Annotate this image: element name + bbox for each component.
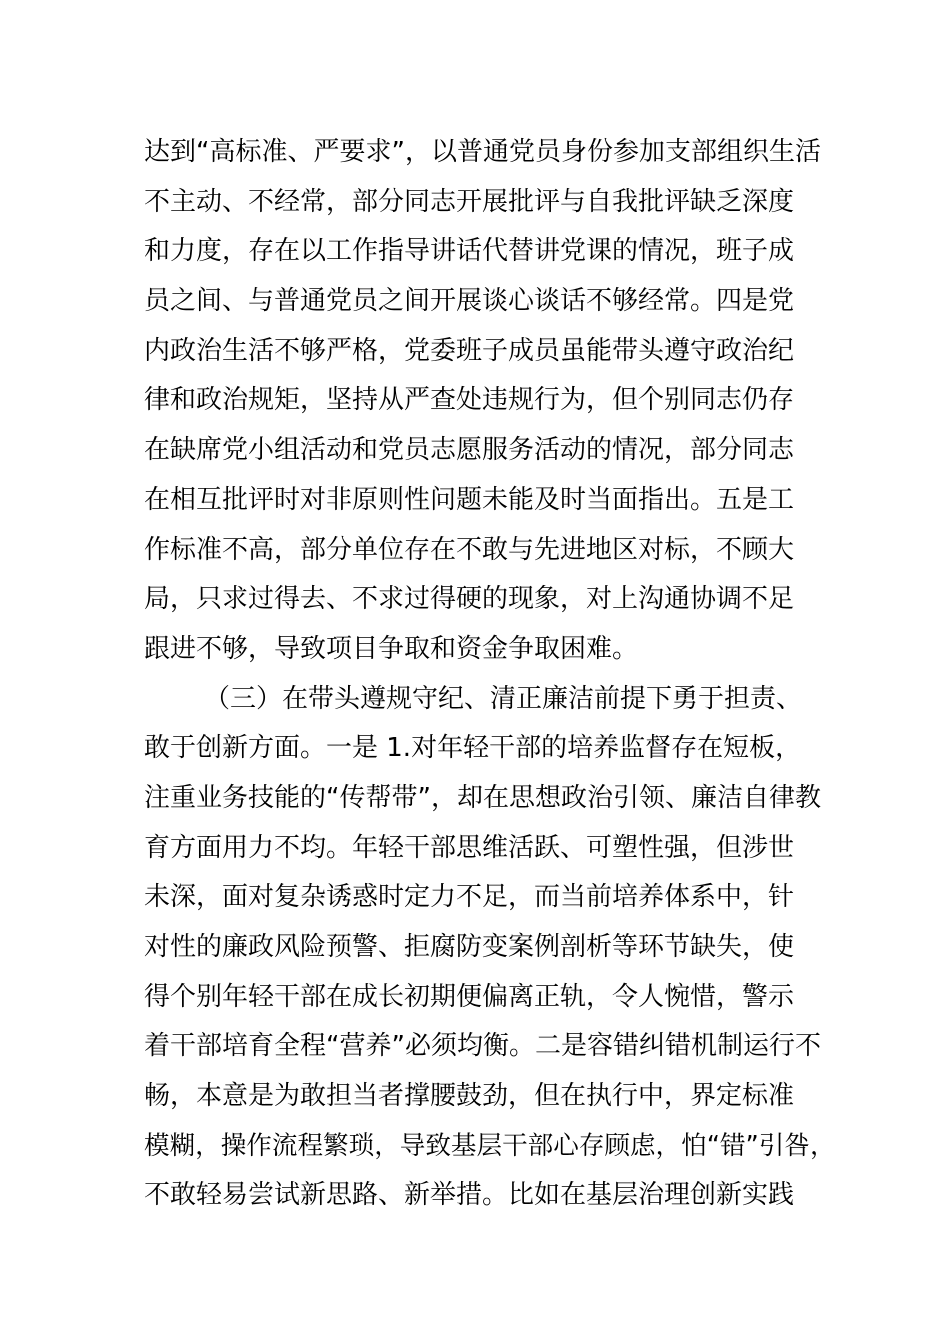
text-line: 员之间、与普通党员之间开展谈心谈话不够经常。四是党 — [144, 286, 795, 317]
text-line: 注重业务技能的“传帮带”，却在思想政治引领、廉洁自律教 — [144, 782, 821, 813]
text-line: 在相互批评时对非原则性问题未能及时当面指出。五是工 — [144, 484, 795, 515]
text-line: 作标准不高，部分单位存在不敢与先进地区对标，不顾大 — [144, 534, 795, 565]
text-line: 在缺席党小组活动和党员志愿服务活动的情况，部分同志 — [144, 435, 795, 466]
section-heading-line: （三）在带头遵规守纪、清正廉洁前提下勇于担责、 — [204, 683, 803, 714]
text-line: 畅，本意是为敢担当者撑腰鼓劲，但在执行中，界定标准 — [144, 1081, 795, 1112]
text-line: 跟进不够，导致项目争取和资金争取困难。 — [144, 633, 639, 664]
body-text — [144, 128, 844, 1221]
text-line: 育方面用力不均。年轻干部思维活跃、可塑性强，但涉世 — [144, 832, 795, 863]
text-line: 内政治生活不够严格，党委班子成员虽能带头遵守政治纪 — [144, 335, 795, 366]
text-line: 不主动、不经常，部分同志开展批评与自我批评缺乏深度 — [144, 186, 795, 217]
text-line: 得个别年轻干部在成长初期便偏离正轨，令人惋惜，警示 — [144, 981, 795, 1012]
text-line: 律和政治规矩，坚持从严查处违规行为，但个别同志仍存 — [144, 385, 795, 416]
text-line: 未深，面对复杂诱惑时定力不足，而当前培养体系中，针 — [144, 882, 795, 913]
text-line: 不敢轻易尝试新思路、新举措。比如在基层治理创新实践 — [144, 1180, 795, 1211]
text-line: 模糊，操作流程繁琐，导致基层干部心存顾虑，怕“错”引咎， — [144, 1130, 836, 1161]
text-line: 达到“高标准、严要求”，以普通党员身份参加支部组织生活 — [144, 137, 821, 167]
text-line: 和力度，存在以工作指导讲话代替讲党课的情况，班子成 — [144, 236, 795, 267]
text-line: 敢于创新方面。一是 1.对年轻干部的培养监督存在短板， — [144, 733, 802, 764]
text-line: 着干部培育全程“营养”必须均衡。二是容错纠错机制运行不 — [144, 1031, 821, 1062]
text-line: 对性的廉政风险预警、拒腐防变案例剖析等环节缺失，使 — [144, 932, 795, 962]
text-line: 局，只求过得去、不求过得硬的现象，对上沟通协调不足 — [144, 584, 795, 615]
